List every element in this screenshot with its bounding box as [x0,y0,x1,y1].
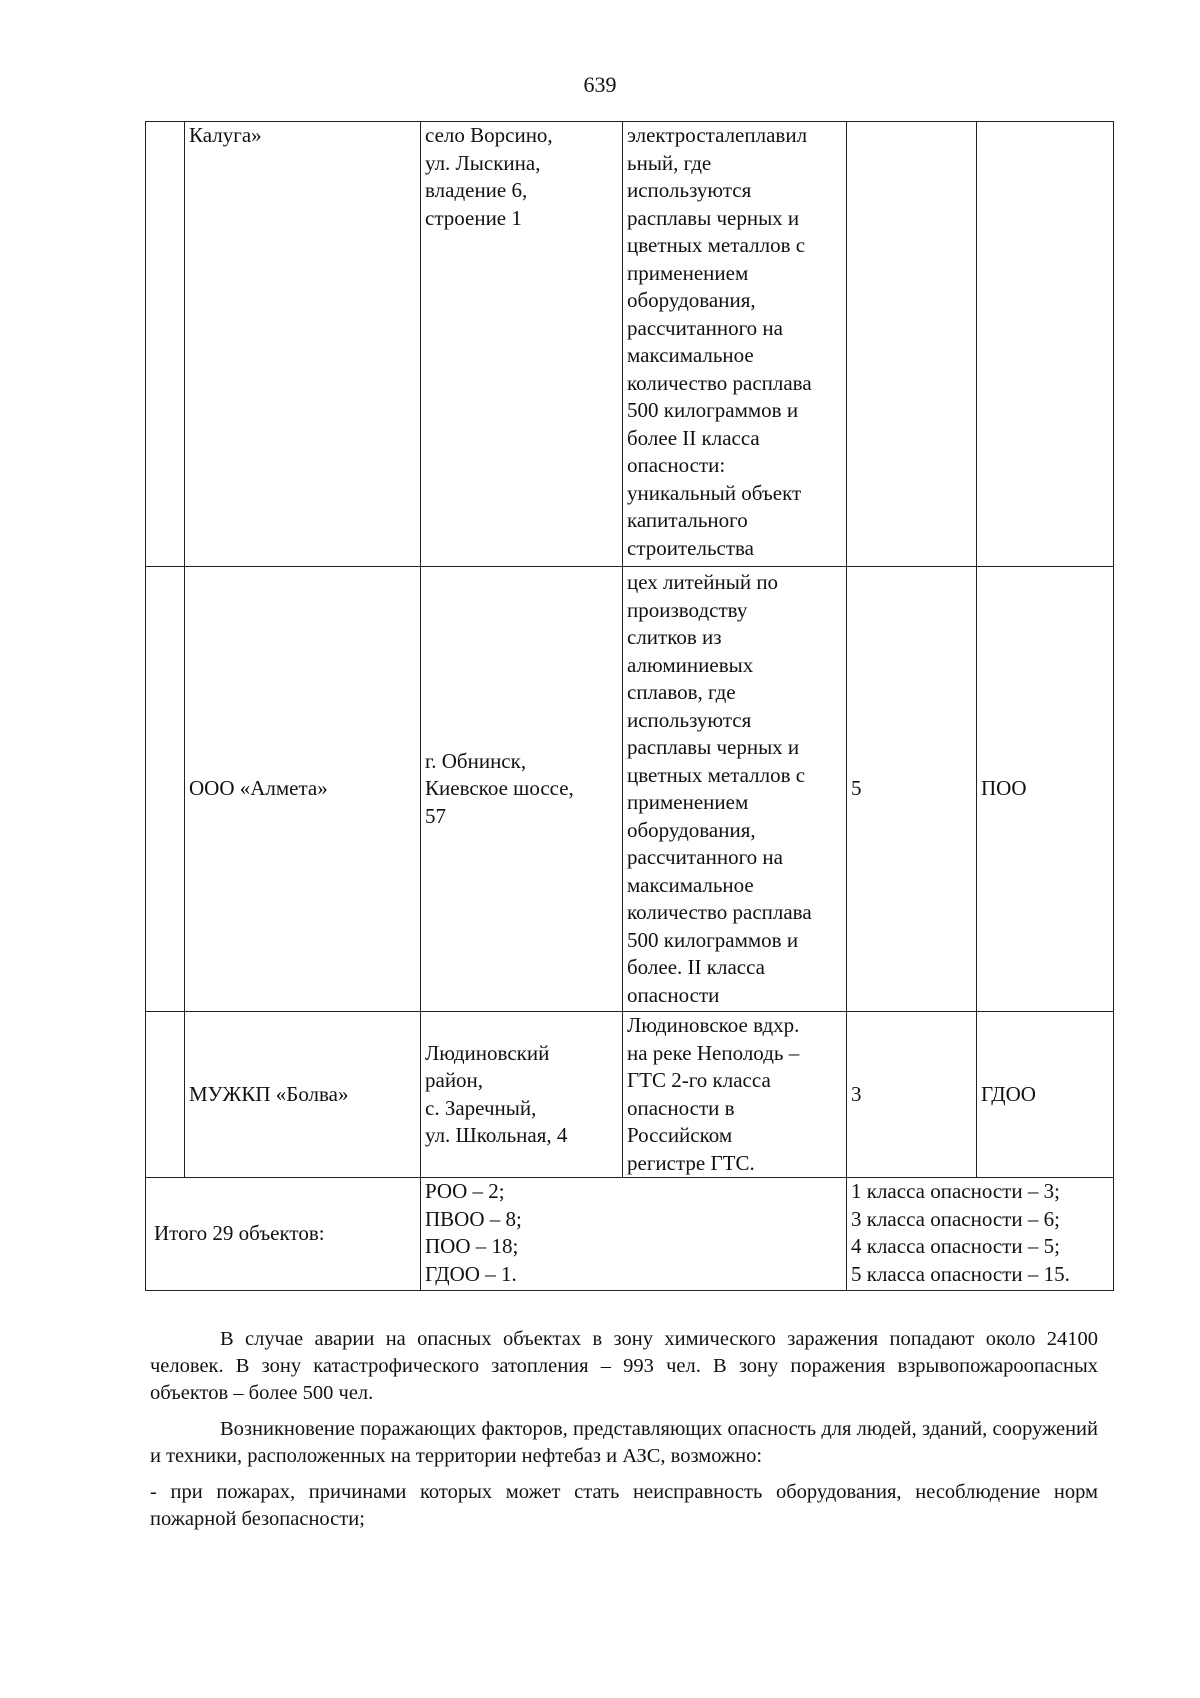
address-line: район, [425,1068,484,1092]
description-line: Российском [627,1123,733,1147]
description-line: ьный, где [627,150,712,175]
totals-type-line: ГДОО – 1. [425,1261,517,1286]
description-line: используются [627,707,752,732]
organization-cell [185,122,421,567]
address-line: ул. Лыскина, [425,150,541,175]
organization-line: МУЖКП «Болва» [189,1081,349,1106]
totals-by-type-cell [421,1178,847,1291]
page-number: 639 [583,72,617,97]
hazard-class-cell [847,122,977,567]
row-number-cell [146,567,185,1012]
paragraph-hazard-factors: Возникновение поражающих факторов, представляющих опасность для людей, зданий, сооружений и техники, расположенных на территории нефтебаз и АЗС, возможно: [150,1418,1098,1467]
address-line: 57 [425,803,446,828]
totals-class-line: 4 класса опасности – 5; [851,1234,1060,1258]
description-line: уникальный объект [627,480,802,505]
hazard-class-cell: 3 [847,1012,977,1178]
description-line: количество расплава [627,370,812,395]
description-line: оборудования, [627,288,756,312]
description-line: цветных металлов с [627,233,806,257]
totals-class-line: 5 класса опасности – 15. [851,1261,1070,1286]
totals-type-line: ПОО – 18; [425,1234,519,1258]
description-cell [623,1012,847,1178]
description-line: количество расплава [627,900,812,924]
totals-row [146,1178,1114,1291]
address-line: Киевское шоссе, [425,776,574,801]
description-line: расплавы черных и [627,735,800,759]
list-item-fires: - при пожарах, причинами которых может стать неисправность оборудования, несоблюдение норм пожарной безопасности; [150,1481,1098,1530]
description-line: Людиновское вдхр. [627,1013,800,1037]
description-line: производству [627,597,748,622]
description-line: капитального [627,508,748,532]
table-row [146,567,1114,1012]
description-line: регистре ГТС. [627,1150,755,1175]
description-line: рассчитанного на [627,315,783,340]
description-line: 500 килограммов и [627,398,799,422]
totals-class-line: 1 класса опасности – 3; [851,1179,1060,1203]
address-line: г. Обнинск, [425,748,527,773]
address-cell [421,1012,623,1178]
category-cell: ПОО [977,567,1114,1012]
description-line: сплавов, где [627,680,736,704]
description-line: оборудования, [627,817,756,842]
table-row [146,122,1114,567]
description-line: максимальное [627,343,754,367]
description-line: электросталеплавил [627,123,808,147]
description-line: опасности: [627,453,726,477]
category-cell: ГДОО [977,1012,1114,1178]
description-line: более. II класса [627,955,765,979]
description-line: максимальное [627,872,754,897]
row-number-cell [146,1012,185,1178]
address-line: Людиновский [425,1040,550,1065]
body-text [150,1326,1098,1533]
description-line: более II класса [627,425,760,450]
address-line: с. Заречный, [425,1095,537,1120]
paragraph-casualties: В случае аварии на опасных объектах в зону химического заражения попадают около 24100 человек. В зону катастрофического затопления – 993 чел. В зону поражения взрывопожароопасных объектов – более 500 чел. [150,1328,1098,1404]
description-line: ГТС 2-го класса [627,1068,771,1092]
category-cell [977,122,1114,567]
organization-line: ООО «Алмета» [189,776,328,801]
description-line: расплавы черных и [627,205,800,230]
hazard-class-cell: 5 [847,567,977,1012]
totals-label: Итого 29 объектов: [154,1221,325,1246]
address-line: владение 6, [425,178,528,202]
description-line: применением [627,790,749,814]
organization-line: Калуга» [189,123,262,147]
description-line: алюминиевых [627,652,754,677]
description-line: опасности в [627,1095,735,1120]
description-line: опасности [627,982,720,1007]
description-line: слитков из [627,625,722,649]
organization-cell [185,567,421,1012]
description-line: цветных металлов с [627,762,806,787]
description-line: строительства [627,535,755,560]
address-line: строение 1 [425,205,522,230]
hazard-objects-table [145,121,1114,1291]
description-line: цех литейный по [627,570,779,594]
table-row [146,1012,1114,1178]
totals-class-line: 3 класса опасности – 6; [851,1206,1060,1231]
organization-cell [185,1012,421,1178]
description-line: рассчитанного на [627,845,783,869]
totals-label-cell [146,1178,421,1291]
description-line: 500 килограммов и [627,927,799,952]
description-line: используются [627,178,752,202]
totals-by-class-cell [847,1178,1114,1291]
description-line: на реке Неполодь – [627,1040,800,1065]
address-line: село Ворсино, [425,123,553,147]
description-line: применением [627,260,749,285]
address-line: ул. Школьная, 4 [425,1123,568,1147]
address-cell [421,567,623,1012]
totals-type-line: РОО – 2; [425,1179,505,1203]
row-number-cell [146,122,185,567]
totals-type-line: ПВОО – 8; [425,1206,522,1231]
description-cell [623,122,847,567]
address-cell [421,122,623,567]
description-cell [623,567,847,1012]
